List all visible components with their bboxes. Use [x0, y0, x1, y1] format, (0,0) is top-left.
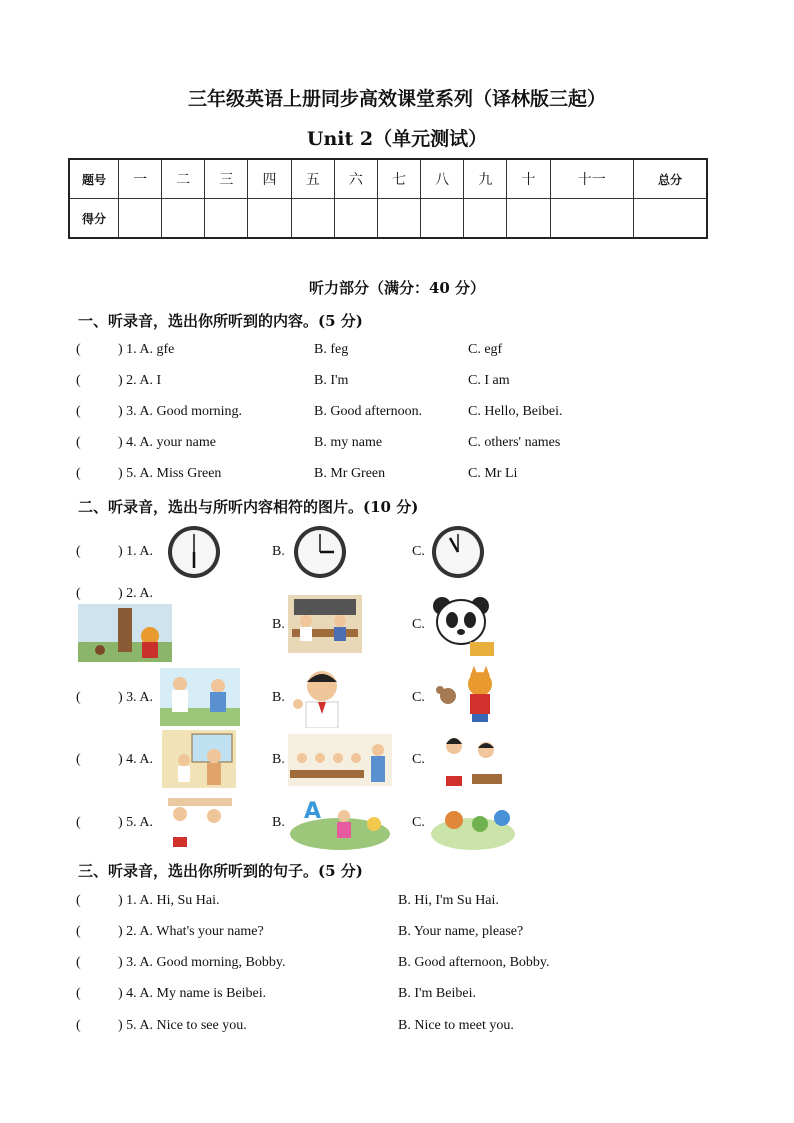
- score-table-header-row: [69, 159, 707, 199]
- option-b: B. feg: [314, 342, 349, 357]
- option-c-label: C.: [412, 815, 425, 830]
- score-input-cell[interactable]: [248, 199, 291, 239]
- forest-cat-picture[interactable]: [78, 604, 172, 662]
- teacher-student-picture[interactable]: [162, 730, 236, 788]
- option-b: B. I'm Beibei.: [398, 986, 476, 1001]
- answer-blank[interactable]: (: [76, 815, 81, 830]
- option-a: ) 2. A. What's your name?: [118, 924, 264, 939]
- svg-text:A: A: [304, 799, 322, 824]
- score-cell: 题号: [69, 159, 119, 199]
- option-b: B. Hi, I'm Su Hai.: [398, 893, 499, 908]
- score-input-cell[interactable]: [291, 199, 334, 239]
- score-input-cell[interactable]: [119, 199, 162, 239]
- option-c: C. Mr Li: [468, 466, 518, 481]
- score-table: [68, 158, 708, 239]
- option-c-label: C.: [412, 617, 425, 632]
- answer-blank[interactable]: (: [76, 986, 81, 1001]
- answer-blank[interactable]: (: [76, 373, 81, 388]
- kids-waving-picture[interactable]: [162, 796, 236, 850]
- answer-blank[interactable]: (: [76, 955, 81, 970]
- answer-blank[interactable]: (: [76, 342, 81, 357]
- score-label-cell: 得分: [69, 199, 119, 239]
- option-a-label: ) 5. A.: [118, 815, 153, 830]
- score-cell: 十一: [550, 159, 633, 199]
- score-cell: 二: [162, 159, 205, 199]
- score-cell: 七: [377, 159, 420, 199]
- option-b-label: B.: [272, 544, 285, 559]
- score-cell: 四: [248, 159, 291, 199]
- option-c-label: C.: [412, 544, 425, 559]
- option-a-label: ) 4. A.: [118, 752, 153, 767]
- option-c: C. others' names: [468, 435, 561, 450]
- option-b: B. my name: [314, 435, 383, 450]
- option-c-label: C.: [412, 690, 425, 705]
- boy-waving-picture[interactable]: [290, 666, 352, 728]
- boy-girl-picture[interactable]: [432, 732, 506, 788]
- score-cell: 三: [205, 159, 248, 199]
- option-b-label: B.: [272, 617, 285, 632]
- option-a: ) 1. A. Hi, Su Hai.: [118, 893, 220, 908]
- score-input-cell[interactable]: [507, 199, 550, 239]
- option-a: ) 4. A. your name: [118, 435, 216, 450]
- option-a: ) 3. A. Good morning.: [118, 404, 243, 419]
- option-a: ) 5. A. Nice to see you.: [118, 1018, 247, 1033]
- answer-blank[interactable]: (: [76, 893, 81, 908]
- answer-blank[interactable]: (: [76, 752, 81, 767]
- children-greeting-picture[interactable]: [160, 668, 240, 726]
- option-c-label: C.: [412, 752, 425, 767]
- score-cell: 九: [464, 159, 507, 199]
- score-input-cell[interactable]: [464, 199, 507, 239]
- score-input-cell[interactable]: [634, 199, 708, 239]
- option-a-label: ) 2. A.: [118, 586, 153, 601]
- cat-and-mouse-picture[interactable]: [430, 666, 504, 726]
- option-b: B. Good afternoon.: [314, 404, 423, 419]
- document-title: 三年级英语上册同步高效课堂系列（译林版三起）: [187, 88, 606, 110]
- option-a-label: ) 1. A.: [118, 544, 153, 559]
- clock-icon[interactable]: [292, 524, 348, 580]
- score-input-cell[interactable]: [550, 199, 633, 239]
- answer-blank[interactable]: (: [76, 690, 81, 705]
- option-b: B. Good afternoon, Bobby.: [398, 955, 550, 970]
- option-a: ) 2. A. I: [118, 373, 162, 388]
- option-b-label: B.: [272, 815, 285, 830]
- class-greeting-picture[interactable]: [288, 734, 392, 786]
- option-c: C. I am: [468, 373, 510, 388]
- answer-blank[interactable]: (: [76, 1018, 81, 1033]
- score-cell: 十: [507, 159, 550, 199]
- answer-blank[interactable]: (: [76, 404, 81, 419]
- option-b-label: B.: [272, 690, 285, 705]
- score-cell: 总分: [634, 159, 708, 199]
- answer-blank[interactable]: (: [76, 924, 81, 939]
- score-cell: 八: [421, 159, 464, 199]
- option-b: B. Your name, please?: [398, 924, 524, 939]
- section1-heading: 一、听录音，选出你所听到的内容。(5 分): [78, 312, 363, 330]
- clock-icon[interactable]: [166, 524, 222, 580]
- answer-blank[interactable]: (: [76, 435, 81, 450]
- option-b: B. I'm: [314, 373, 349, 388]
- score-input-cell[interactable]: [162, 199, 205, 239]
- score-cell: 五: [291, 159, 334, 199]
- option-b: B. Nice to meet you.: [398, 1018, 514, 1033]
- option-c: C. egf: [468, 342, 503, 357]
- option-b-label: B.: [272, 752, 285, 767]
- option-b: B. Mr Green: [314, 466, 386, 481]
- answer-blank[interactable]: (: [76, 544, 81, 559]
- alphabet-garden-picture[interactable]: [288, 794, 392, 850]
- classroom-picture[interactable]: [288, 595, 362, 653]
- clock-icon[interactable]: [430, 524, 486, 580]
- score-table-score-row: [69, 199, 707, 239]
- letter-snails-picture[interactable]: [430, 794, 516, 850]
- option-a: ) 4. A. My name is Beibei.: [118, 986, 267, 1001]
- listening-part-title: 听力部分（满分：40 分）: [308, 279, 486, 297]
- score-input-cell[interactable]: [334, 199, 377, 239]
- answer-blank[interactable]: (: [76, 586, 81, 601]
- score-input-cell[interactable]: [205, 199, 248, 239]
- score-input-cell[interactable]: [421, 199, 464, 239]
- option-a-label: ) 3. A.: [118, 690, 153, 705]
- option-a: ) 3. A. Good morning, Bobby.: [118, 955, 286, 970]
- option-a: ) 1. A. gfe: [118, 342, 175, 357]
- section2-heading: 二、听录音，选出与所听内容相符的图片。(10 分): [78, 498, 419, 516]
- score-input-cell[interactable]: [377, 199, 420, 239]
- section3-heading: 三、听录音，选出你所听到的句子。(5 分): [78, 862, 363, 880]
- option-a: ) 5. A. Miss Green: [118, 466, 222, 481]
- score-cell: 一: [119, 159, 162, 199]
- score-cell: 六: [334, 159, 377, 199]
- answer-blank[interactable]: (: [76, 466, 81, 481]
- option-c: C. Hello, Beibei.: [468, 404, 563, 419]
- panda-picture[interactable]: [430, 594, 494, 656]
- document-subtitle: Unit 2（单元测试）: [306, 128, 488, 150]
